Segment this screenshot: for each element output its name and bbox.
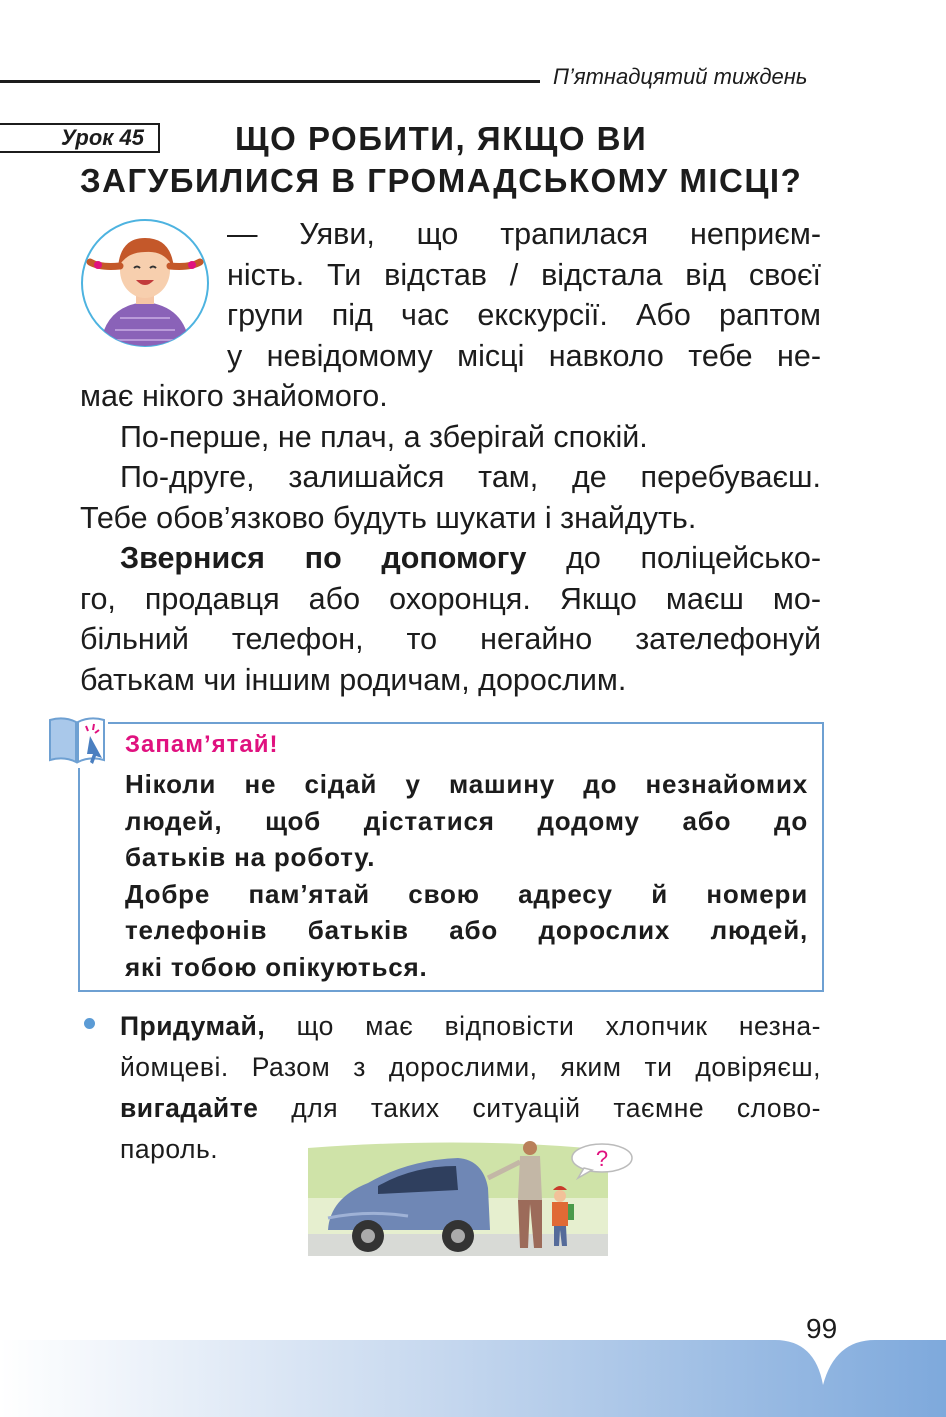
task-line-2: йомцеві. Разом з дорослими, яким ти довіряєш, <box>120 1052 821 1082</box>
intro-line: групи під час екскурсії. Або раптом <box>227 298 821 332</box>
title-line-2: ЗАГУБИЛИСЯ В ГРОМАДСЬКОМУ МІСЦІ? <box>80 162 803 199</box>
advice-second-line-2: Тебе обов’язково будуть шукати і знайдуть. <box>80 500 697 535</box>
advice-help-line-2: го, продавця або охоронця. Якщо маєш мо- <box>80 581 821 616</box>
intro-paragraph <box>80 214 821 700</box>
task-line-3 <box>120 1088 821 1129</box>
intro-line: у невідомому місці навколо тебе не- <box>227 338 821 373</box>
advice-help-line-4: батькам чи іншим родичам, дорослим. <box>80 662 627 697</box>
intro-line: має нікого знайомого. <box>80 379 388 413</box>
memo-line: які тобою опікуються. <box>125 951 428 982</box>
memo-line: телефонів батьків або дорослих людей, <box>125 915 808 945</box>
header-rule <box>0 80 540 83</box>
bullet-icon <box>84 1018 95 1029</box>
intro-line: — Уяви, що трапилася неприєм- <box>227 217 821 251</box>
memo-line: людей, щоб дістатися додому або до <box>125 805 808 836</box>
advice-second-line-1: По-друге, залишайся там, де перебуваєш. <box>120 460 821 494</box>
memo-line: батьків на роботу. <box>125 842 376 872</box>
help-bold: Звернися по допомогу <box>120 541 527 575</box>
intro-line: ність. Ти відстав / відстала від своєї <box>227 257 821 292</box>
page-number: 99 <box>806 1313 838 1344</box>
memo-line: Ніколи не сідай у машину до незнайомих <box>125 769 808 799</box>
book-icon <box>46 712 108 768</box>
task-line-1 <box>120 1006 821 1047</box>
footer-band <box>0 1340 946 1417</box>
lesson-title <box>80 118 830 202</box>
task-line-1-rest: що має відповісти хлопчик незна- <box>265 1011 821 1041</box>
advice-first: По-перше, не плач, а зберігай спокій. <box>120 419 648 454</box>
memo-line: Добре пам’ятай свою адресу й номери <box>125 878 808 909</box>
help-rest: до поліцейсько- <box>526 541 821 575</box>
car-stranger-illustration <box>308 1138 638 1260</box>
speech-bubble-text: ? <box>595 1146 609 1171</box>
lesson-label: Урок 45 <box>0 123 160 153</box>
title-line-1: ЩО РОБИТИ, ЯКЩО ВИ <box>235 120 648 157</box>
advice-help-line-3: більний телефон, то негайно зателефонуй <box>80 622 821 656</box>
running-head: П’ятнадцятий тиждень <box>553 64 808 89</box>
advice-help-line-1 <box>80 538 821 579</box>
memo-text <box>125 766 808 985</box>
task-line-3-rest: для таких ситуацій таємне слово- <box>258 1093 821 1123</box>
task-line-4: пароль. <box>120 1134 219 1164</box>
task-bold-1: Придумай, <box>120 1011 266 1041</box>
task-bold-2: вигадайте <box>120 1093 259 1123</box>
memo-heading: Запам’ятай! <box>125 731 279 758</box>
